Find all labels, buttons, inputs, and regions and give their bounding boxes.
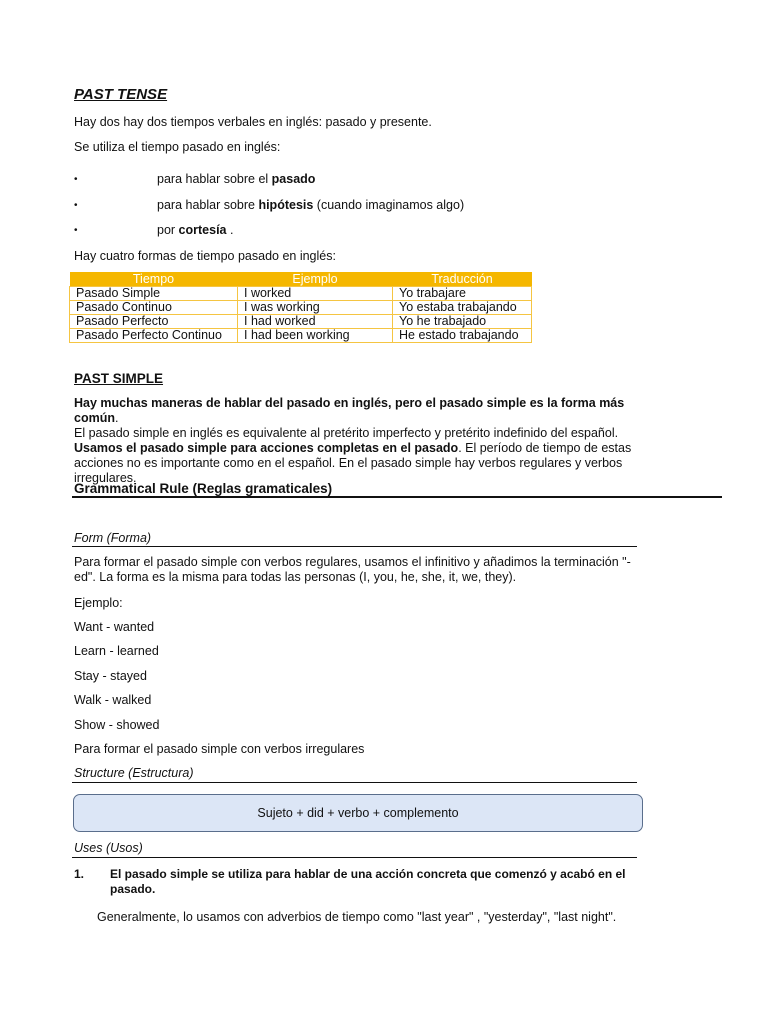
past-simple-paragraph xyxy=(74,396,654,486)
forms-intro: Hay cuatro formas de tiempo pasado en inglés: xyxy=(74,249,336,263)
bullet-bold: hipótesis xyxy=(258,198,314,212)
table-cell: Yo he trabajado xyxy=(393,315,532,329)
bullet-post: . xyxy=(226,223,234,237)
table-cell: I worked xyxy=(238,287,393,301)
example-item: Show - showed xyxy=(74,718,160,732)
intro-line-1: Hay dos hay dos tiempos verbales en inglés: pasado y presente. xyxy=(74,115,432,129)
uses-example: Generalmente, lo usamos con adverbios de tiempo como "last year" , "yesterday", "last night". xyxy=(97,910,617,924)
bullet-marker: • xyxy=(74,174,78,185)
intro-line-2: Se utiliza el tiempo pasado en inglés: xyxy=(74,140,281,154)
bullet-bold: pasado xyxy=(271,172,316,186)
bullet-pre: para hablar sobre el xyxy=(157,172,272,186)
section-divider xyxy=(72,782,637,783)
table-cell: Pasado Simple xyxy=(70,287,238,301)
bullet-marker: • xyxy=(74,200,78,211)
page-title: PAST TENSE xyxy=(74,86,168,103)
bullet-marker: • xyxy=(74,225,78,236)
table-row xyxy=(70,329,532,343)
irregular-text: Para formar el pasado simple con verbos irregulares xyxy=(74,742,365,756)
past-simple-emphasis: Usamos el pasado simple para acciones completas en el pasado xyxy=(74,441,459,455)
bullet-pre: para hablar sobre xyxy=(157,198,259,212)
section-divider xyxy=(72,546,637,547)
table-cell: He estado trabajando xyxy=(393,329,532,343)
bullet-text xyxy=(157,197,464,213)
table-cell: Pasado Perfecto Continuo xyxy=(70,329,238,343)
table-cell: Yo trabajare xyxy=(393,287,532,301)
bullet-text xyxy=(157,222,233,238)
table-cell: I was working xyxy=(238,301,393,315)
table-row xyxy=(70,315,532,329)
past-simple-heading: PAST SIMPLE xyxy=(74,371,164,386)
table-cell: Pasado Continuo xyxy=(70,301,238,315)
bullet-text xyxy=(157,171,315,187)
uses-item-number: 1. xyxy=(74,867,85,881)
example-label: Ejemplo: xyxy=(74,596,123,610)
bullet-post: (cuando imaginamos algo) xyxy=(313,198,465,212)
uses-label: Uses (Usos) xyxy=(74,841,143,855)
example-item: Learn - learned xyxy=(74,644,159,658)
structure-formula-box xyxy=(73,794,643,832)
structure-formula: Sujeto + did + verbo + complemento xyxy=(257,806,459,820)
table-cell: I had worked xyxy=(238,315,393,329)
past-simple-body-end: . El período de tiempo de estas acciones no es importante como en el español. En el pasado simple hay verbos regulares y verbos irregulares. xyxy=(74,441,632,485)
form-text: Para formar el pasado simple con verbos regulares, usamos el infinitivo y añadimos la terminación "-ed". La forma es la misma para todas las personas (I, you, he, she, it, we, they). xyxy=(74,555,631,584)
column-header-ejemplo: Ejemplo xyxy=(238,272,393,287)
heading-divider xyxy=(72,496,722,498)
past-simple-lead-end: . xyxy=(114,411,119,425)
section-divider xyxy=(72,857,637,858)
example-item: Stay - stayed xyxy=(74,669,147,683)
table-cell: Yo estaba trabajando xyxy=(393,301,532,315)
table-row xyxy=(70,301,532,315)
example-item: Walk - walked xyxy=(74,693,152,707)
column-header-traduccion: Traducción xyxy=(393,272,532,287)
structure-label: Structure (Estructura) xyxy=(74,766,194,780)
bullet-pre: por xyxy=(157,223,179,237)
past-tense-table xyxy=(69,272,532,343)
example-item: Want - wanted xyxy=(74,620,155,634)
past-simple-body: El pasado simple en inglés es equivalente al pretérito imperfecto y pretérito indefinido del español. xyxy=(74,426,619,440)
uses-item-text: El pasado simple se utiliza para hablar de una acción concreta que comenzó y acabó en el pasado. xyxy=(110,867,626,896)
table-header-row xyxy=(70,272,532,287)
table-cell: I had been working xyxy=(238,329,393,343)
table-row xyxy=(70,287,532,301)
table-cell: Pasado Perfecto xyxy=(70,315,238,329)
grammatical-rule-heading: Grammatical Rule (Reglas gramaticales) xyxy=(74,481,333,496)
column-header-tiempo: Tiempo xyxy=(70,272,238,287)
bullet-bold: cortesía xyxy=(178,223,227,237)
past-simple-lead: Hay muchas maneras de hablar del pasado en inglés, pero el pasado simple es la forma más común xyxy=(74,396,625,425)
form-label: Form (Forma) xyxy=(74,531,152,545)
